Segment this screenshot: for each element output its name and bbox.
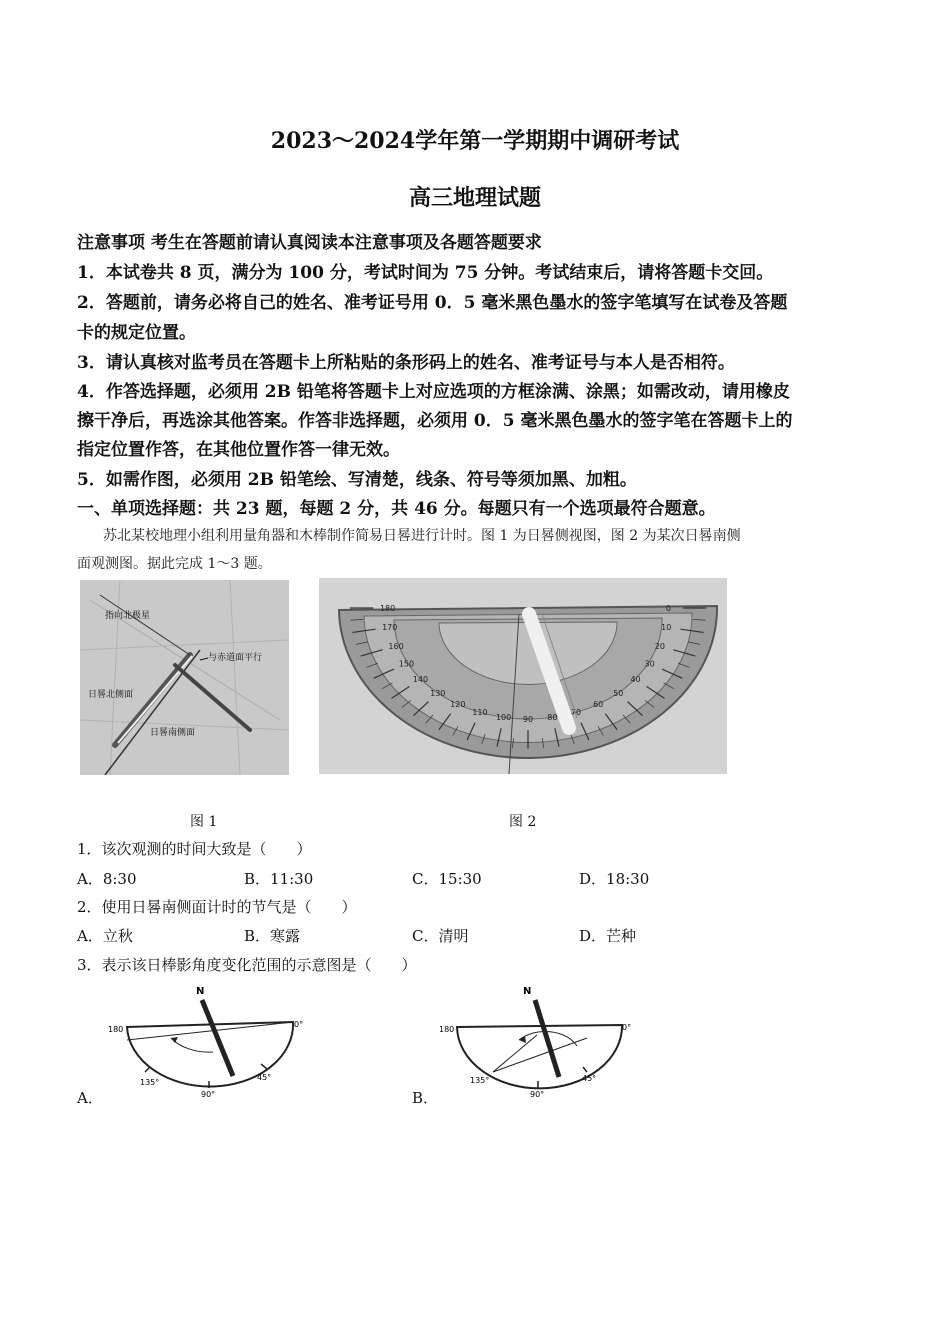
protractor-scale-label: 140 [412, 675, 429, 685]
protractor-scale-label: 30 [644, 659, 655, 669]
protractor-scale-label: 180 [379, 604, 396, 613]
question-1-option-c[interactable]: C．15:30 [412, 870, 482, 888]
diagram-a-90-label: 90° [201, 1090, 216, 1099]
question-1-option-b[interactable]: B．11:30 [244, 870, 314, 888]
protractor-scale-label: 170 [382, 623, 398, 633]
protractor-scale-label: 0 [665, 604, 671, 613]
notice-heading: 注意事项 考生在答题前请认真阅读本注意事项及各题答题要求 [77, 233, 542, 253]
protractor-scale-label: 10 [661, 623, 672, 633]
notice-line: 1．本试卷共 8 页，满分为 100 分，考试时间为 75 分钟。考试结束后，请将答题卡交回。 [77, 263, 774, 283]
protractor-scale-label: 160 [388, 641, 404, 651]
fig1-label-equator: 与赤道面平行 [208, 653, 263, 663]
figure-1-caption: 图 1 [190, 814, 218, 830]
section-heading: 一、单项选择题：共 23 题，每题 2 分，共 46 分。每题只有一个选项最符合题意。 [77, 499, 716, 519]
protractor-scale-label: 90 [522, 714, 534, 724]
notice-line: 3．请认真核对监考员在答题卡上所粘贴的条形码上的姓名、准考证号与本人是否相符。 [77, 353, 735, 373]
intro-text: 面观测图。据此完成 1～3 题。 [77, 556, 272, 572]
diagram-b-0-label: 0° [622, 1023, 632, 1032]
question-2-option-a[interactable]: A．立秋 [77, 927, 133, 945]
question-3-option-b[interactable]: B． [412, 1089, 439, 1107]
protractor-scale-label: 100 [495, 713, 512, 723]
question-2-option-b[interactable]: B．寒露 [244, 927, 301, 945]
fig1-label-south-face: 日晷南侧面 [150, 728, 196, 738]
diagram-b-180-label: 180 [439, 1025, 455, 1034]
fig1-label-polaris: 指向北极星 [105, 611, 151, 621]
protractor-scale-label: 40 [630, 675, 641, 685]
notice-line: 2．答题前，请务必将自己的姓名、准考证号用 0．5 毫米黑色墨水的签字笔填写在试卷及答题 [77, 293, 788, 313]
diagram-b-north-label: N [523, 986, 532, 997]
diagram-a-135-label: 135° [140, 1078, 160, 1087]
protractor-scale-label: 110 [472, 708, 488, 718]
protractor-scale-label: 70 [570, 708, 582, 718]
question-3-option-a[interactable]: A． [77, 1089, 103, 1107]
figure-1-photo [80, 580, 289, 775]
protractor-scale-label: 60 [593, 699, 604, 709]
question-3-diagram-b[interactable] [437, 980, 637, 1100]
protractor-scale-label: 120 [450, 699, 466, 709]
diagram-b-45-label: 45° [582, 1074, 597, 1083]
question-2-stem: 2．使用日晷南侧面计时的节气是（ ） [77, 898, 357, 916]
exam-title: 2023～2024学年第一学期期中调研考试 [270, 128, 680, 154]
notice-line: 擦干净后，再选涂其他答案。作答非选择题，必须用 0．5 毫米黑色墨水的签字笔在答题卡上的 [77, 411, 793, 431]
figure-2-caption: 图 2 [509, 814, 537, 830]
diagram-a-45-label: 45° [257, 1073, 272, 1082]
protractor-scale-label: 50 [613, 688, 624, 698]
diagram-a-180-label: 180 [108, 1025, 124, 1034]
protractor-scale-label: 80 [547, 713, 558, 723]
protractor-scale-label: 130 [430, 688, 446, 698]
question-1-stem: 1．该次观测的时间大致是（ ） [77, 840, 312, 858]
intro-text: 苏北某校地理小组利用量角器和木棒制作简易日晷进行计时。图 1 为日晷侧视图，图 2 为某次日晷南侧 [103, 528, 741, 544]
notice-line: 5．如需作图，必须用 2B 铅笔绘、写清楚，线条、符号等须加黑、加粗。 [77, 470, 637, 490]
diagram-b-135-label: 135° [470, 1076, 490, 1085]
notice-line: 4．作答选择题，必须用 2B 铅笔将答题卡上对应选项的方框涂满、涂黑；如需改动，请用橡皮 [77, 382, 790, 402]
protractor-scale-label: 20 [654, 641, 666, 651]
diagram-a-0-label: 0° [294, 1020, 304, 1029]
question-3-diagram-a[interactable] [105, 980, 305, 1100]
diagram-a-north-label: N [196, 986, 205, 997]
notice-line: 卡的规定位置。 [77, 323, 196, 343]
exam-subtitle: 高三地理试题 [408, 185, 541, 211]
notice-line: 指定位置作答，在其他位置作答一律无效。 [77, 440, 400, 460]
protractor-scale-label: 150 [398, 659, 415, 669]
question-1-option-d[interactable]: D．18:30 [579, 870, 650, 888]
question-3-stem: 3．表示该日棒影角度变化范围的示意图是（ ） [77, 956, 417, 974]
fig1-label-north-face: 日晷北侧面 [88, 690, 134, 700]
question-2-option-d[interactable]: D．芒种 [579, 927, 637, 945]
diagram-b-90-label: 90° [530, 1090, 545, 1099]
question-1-option-a[interactable]: A．8:30 [77, 870, 137, 888]
figure-2-photo [319, 578, 727, 774]
question-2-option-c[interactable]: C．清明 [412, 927, 469, 945]
